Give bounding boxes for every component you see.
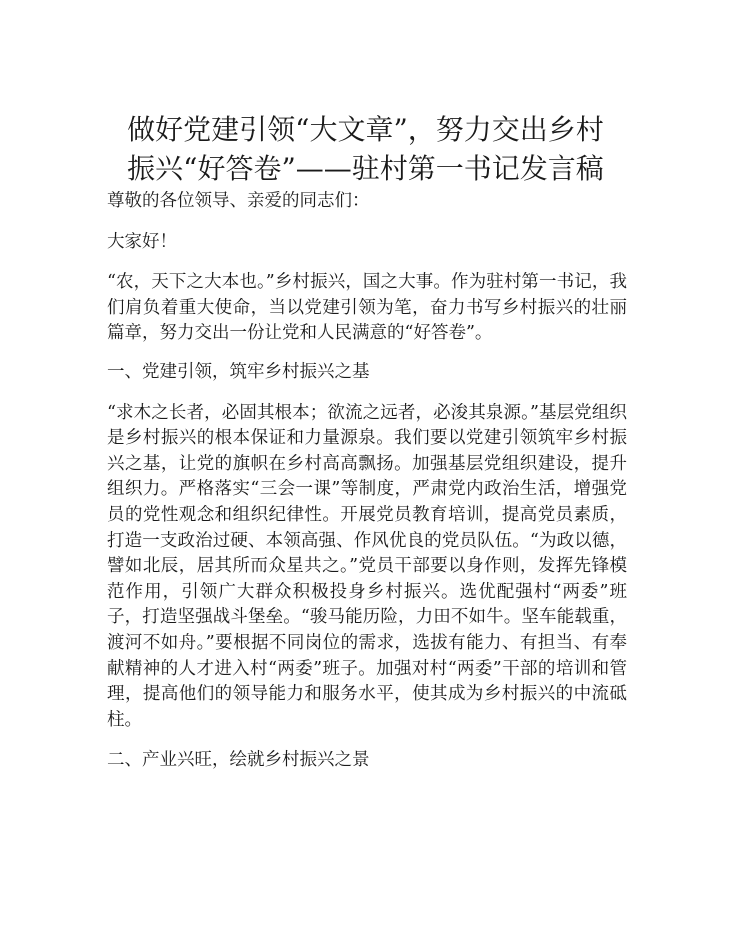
section-heading-1: 一、党建引领，筑牢乡村振兴之基 — [107, 361, 370, 382]
section-1-paragraph: “求木之长者，必固其根本；欲流之远者，必浚其泉源。”基层党组织是乡村振兴的根本保证和力量源泉。我们要以党建引领筑牢乡村振兴之基，让党的旗帜在乡村高高飘扬。加强基层党组织建设，提升组织力。严格落实“三会一课”等制度，严肃党内政治生活，增强党员的党性观念和组织纪律性。开展党员教育培训，提高党员素质，打造一支政治过硬、本领高强、作风优良的党员队伍。“为政以德，譬如北辰，居其所而众星共之。”党员干部要以身作则，发挥先锋模范作用，引领广大群众积极投身乡村振兴。选优配强村“两委”班子，打造坚强战斗堡垒。“骏马能历险，力田不如牛。坚车能载重，渡河不如舟。”要根据不同岗位的需求，选拔有能力、有担当、有奉献精神的人才进入村“两委”班子。加强对村“两委”干部的培训和管理，提高他们的领导能力和服务水平，使其成为乡村振兴的中流砥柱。 — [107, 402, 627, 730]
greeting: 尊敬的各位领导、亲爱的同志们： — [107, 191, 370, 211]
salutation: 大家好！ — [107, 231, 177, 252]
document-body — [107, 189, 627, 774]
document-title-line-2: 振兴“好答卷”——驻村第一书记发言稿 — [127, 152, 604, 185]
document-title-line-1: 做好党建引领“大文章”，努力交出乡村 — [127, 113, 604, 146]
section-heading-2: 二、产业兴旺，绘就乡村振兴之景 — [107, 750, 370, 771]
intro-paragraph: “农，天下之大本也。”乡村振兴，国之大事。作为驻村第一书记，我们肩负着重大使命，当以党建引领为笔，奋力书写乡村振兴的壮丽篇章，努力交出一份让党和人民满意的“好答卷”。 — [107, 272, 627, 344]
